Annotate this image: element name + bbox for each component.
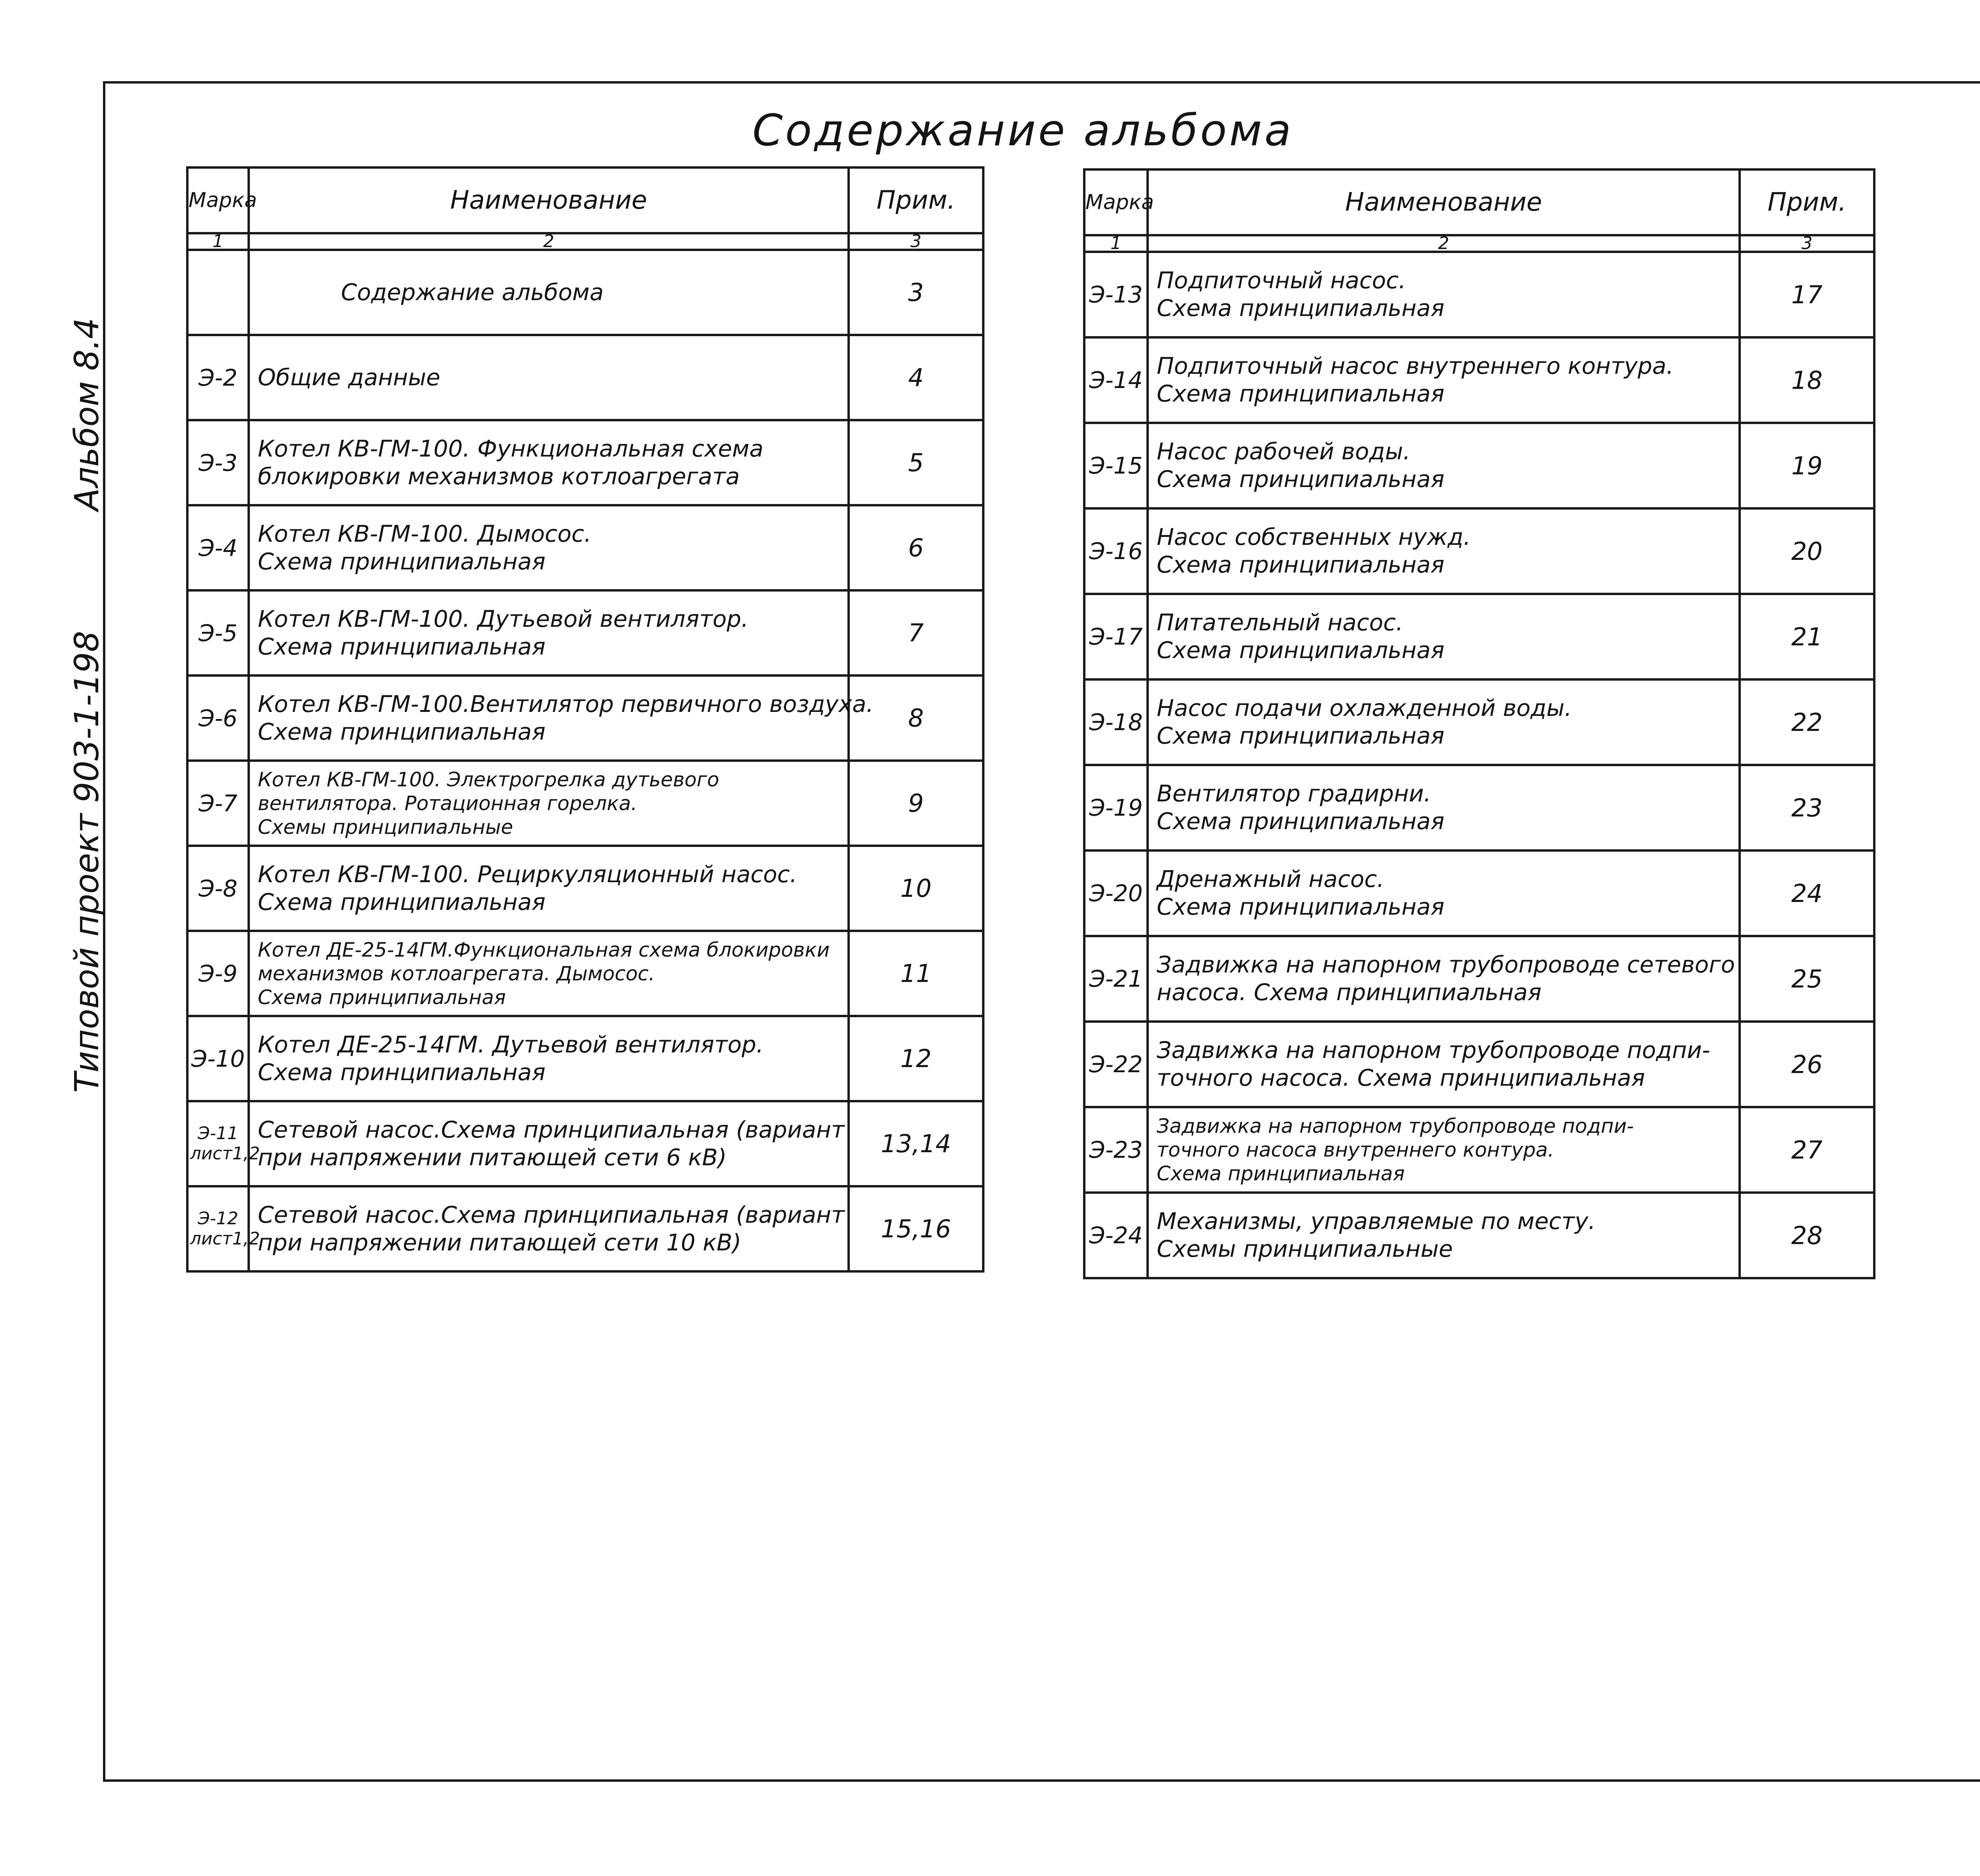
row-name [249, 590, 849, 675]
row-name [1148, 423, 1740, 508]
row-name-line: Схема принципиальная [1157, 551, 1445, 578]
row-mark: Э-14 [1084, 337, 1148, 423]
column-index-row [187, 233, 983, 250]
row-name [249, 1101, 849, 1186]
column-index-note: 3 [849, 233, 983, 250]
row-name [1148, 1193, 1740, 1278]
row-name-line: Схема принципиальная [258, 888, 546, 915]
row-name-line: Схема принципиальная [1157, 637, 1445, 664]
row-name [1148, 594, 1740, 679]
row-name-line: Схема принципиальная [1157, 380, 1445, 407]
contents-table-left [186, 166, 984, 1273]
row-name [1148, 936, 1740, 1022]
row-name-line: Питательный насос. [1157, 609, 1403, 636]
row-note: 28 [1740, 1193, 1874, 1278]
column-header-name: Наименование [1148, 169, 1740, 235]
row-name-line: точного насоса. Схема принципиальная [1157, 1064, 1645, 1091]
row-mark: Э-9 [187, 931, 249, 1016]
row-note: 22 [1740, 679, 1874, 765]
row-mark: Э-23 [1084, 1107, 1148, 1193]
row-name [249, 846, 849, 931]
row-name [249, 1186, 849, 1271]
table-row [1084, 1193, 1874, 1278]
row-name-line: Схема принципиальная [1157, 722, 1445, 749]
row-name [249, 335, 849, 420]
table-row [1084, 765, 1874, 850]
column-index-note: 3 [1740, 235, 1874, 252]
row-note: 24 [1740, 850, 1874, 936]
table-row [187, 931, 983, 1016]
row-name-line: насоса. Схема принципиальная [1157, 979, 1542, 1006]
row-name-line: Схемы принципиальные [258, 815, 513, 839]
row-note: 18 [1740, 337, 1874, 423]
table-row [187, 250, 983, 335]
row-name [249, 931, 849, 1016]
row-mark: Э-20 [1084, 850, 1148, 936]
row-mark: Э-19 [1084, 765, 1148, 850]
row-mark: Э-15 [1084, 423, 1148, 508]
row-name-line: Вентилятор градирни. [1157, 780, 1431, 807]
row-mark: Э-4 [187, 505, 249, 590]
row-name-line: блокировки механизмов котлоагрегата [258, 462, 740, 490]
row-note: 12 [849, 1016, 983, 1101]
row-name-line: Схема принципиальная [258, 718, 546, 745]
table-row [1084, 850, 1874, 936]
row-name [249, 505, 849, 590]
row-name-line: Котел КВ-ГМ-100. Дымосос. [258, 520, 592, 547]
row-mark: Э-13 [1084, 252, 1148, 337]
column-index-mark: 1 [187, 233, 249, 250]
row-name-line: Схема принципиальная [258, 633, 546, 660]
row-note: 6 [849, 505, 983, 590]
row-name [1148, 1022, 1740, 1107]
table-row [187, 420, 983, 505]
row-name-line: Насос подачи охлажденной воды. [1157, 694, 1572, 722]
row-name-line: Насос собственных нужд. [1157, 523, 1471, 551]
row-name-line: вентилятора. Ротационная горелка. [258, 791, 638, 815]
table-row [1084, 423, 1874, 508]
row-name-line: Содержание альбома [341, 278, 604, 306]
row-name-line: Подпиточный насос. [1157, 267, 1406, 294]
row-note: 26 [1740, 1022, 1874, 1107]
row-name [249, 250, 849, 335]
column-header-note: Прим. [1740, 169, 1874, 235]
column-header-note: Прим. [849, 167, 983, 233]
row-name [1148, 252, 1740, 337]
table-row [187, 1101, 983, 1186]
row-name-line: Задвижка на напорном трубопроводе сетевого [1157, 951, 1735, 978]
row-note: 21 [1740, 594, 1874, 679]
row-mark: Э-6 [187, 675, 249, 761]
row-name [249, 420, 849, 505]
table-row [187, 335, 983, 420]
row-mark: Э-16 [1084, 508, 1148, 594]
row-name-line: точного насоса внутреннего контура. [1157, 1138, 1554, 1161]
row-mark [187, 250, 249, 335]
table-row [1084, 508, 1874, 594]
column-index-row [1084, 235, 1874, 252]
row-name-line: Задвижка на напорном трубопроводе подпи- [1157, 1115, 1634, 1138]
table-row [1084, 337, 1874, 423]
row-note: 7 [849, 590, 983, 675]
row-note: 25 [1740, 936, 1874, 1022]
row-name-line: Сетевой насос.Схема принципиальная (вариант [258, 1201, 845, 1228]
row-note: 13,14 [849, 1101, 983, 1186]
row-name-line: Задвижка на напорном трубопроводе подпи- [1157, 1037, 1710, 1064]
row-name [1148, 337, 1740, 423]
row-mark: Э-21 [1084, 936, 1148, 1022]
table-row [187, 761, 983, 846]
left-table-body [187, 250, 983, 1271]
table-row [1084, 1107, 1874, 1193]
row-mark: Э-2 [187, 335, 249, 420]
row-name-line: Насос рабочей воды. [1157, 438, 1411, 465]
column-index-mark: 1 [1084, 235, 1148, 252]
row-note: 17 [1740, 252, 1874, 337]
row-name-line: Котел КВ-ГМ-100. Электрогрелка дутьевого [258, 768, 720, 791]
column-index-name: 2 [1148, 235, 1740, 252]
row-name [1148, 508, 1740, 594]
row-note: 4 [849, 335, 983, 420]
row-name-line: при напряжении питающей сети 6 кВ) [258, 1143, 727, 1171]
row-name-line: Схема принципиальная [1157, 466, 1445, 493]
row-name-line: при напряжении питающей сети 10 кВ) [258, 1229, 742, 1256]
row-note: 3 [849, 250, 983, 335]
row-mark: Э-22 [1084, 1022, 1148, 1107]
album-label: Альбом 8.4 [67, 318, 106, 511]
contents-table-right [1083, 168, 1875, 1279]
row-name-line: Котел КВ-ГМ-100.Вентилятор первичного воздуха. [258, 690, 874, 717]
row-note: 5 [849, 420, 983, 505]
row-name-line: Схема принципиальная [258, 986, 506, 1009]
row-mark: Э-17 [1084, 594, 1148, 679]
row-mark: Э-8 [187, 846, 249, 931]
row-mark: Э-3 [187, 420, 249, 505]
column-header-mark: Марка [1084, 169, 1148, 235]
row-note: 27 [1740, 1107, 1874, 1193]
row-name-line: Сетевой насос.Схема принципиальная (вариант [258, 1116, 845, 1143]
table-row [1084, 1022, 1874, 1107]
row-name-line: Дренажный насос. [1157, 866, 1384, 893]
right-table-body [1084, 252, 1874, 1278]
row-note: 10 [849, 846, 983, 931]
table-row [187, 1016, 983, 1101]
table-row [187, 505, 983, 590]
row-name-line: Подпиточный насос внутреннего контура. [1157, 352, 1674, 380]
table-row [187, 846, 983, 931]
row-name-line: Котел ДЕ-25-14ГМ.Функциональная схема блокировки [258, 938, 830, 961]
row-name [1148, 1107, 1740, 1193]
row-name [1148, 679, 1740, 765]
row-mark: Э-10 [187, 1016, 249, 1101]
row-note: 20 [1740, 508, 1874, 594]
row-note: 9 [849, 761, 983, 846]
row-mark: Э-7 [187, 761, 249, 846]
row-mark: Э-12 лист1,2 [187, 1186, 249, 1271]
table-row [187, 1186, 983, 1271]
row-name-line: Схема принципиальная [1157, 1162, 1405, 1185]
row-name-line: Общие данные [258, 363, 440, 391]
project-label: Типовой проект 903-1-198 [67, 631, 106, 1093]
column-header-mark: Марка [187, 167, 249, 233]
row-name [249, 675, 874, 761]
row-name-line: Котел КВ-ГМ-100. Функциональная схема [258, 435, 763, 462]
row-note: 8 [849, 675, 983, 761]
row-note: 19 [1740, 423, 1874, 508]
table-row [1084, 679, 1874, 765]
row-name-line: Схемы принципиальные [1157, 1235, 1453, 1262]
row-note: 15,16 [849, 1186, 983, 1271]
row-name-line: Схема принципиальная [258, 1058, 546, 1086]
row-name-line: Схема принципиальная [1157, 893, 1445, 920]
row-mark: Э-11 лист1,2 [187, 1101, 249, 1186]
row-name [1148, 850, 1740, 936]
table-row [1084, 252, 1874, 337]
row-mark: Э-5 [187, 590, 249, 675]
row-name [249, 761, 849, 846]
header-row [187, 167, 983, 233]
row-name-line: механизмов котлоагрегата. Дымосос. [258, 962, 655, 985]
table-row [1084, 936, 1874, 1022]
header-row [1084, 169, 1874, 235]
column-header-name: Наименование [249, 167, 849, 233]
row-name-line: Схема принципиальная [1157, 295, 1445, 322]
row-note: 23 [1740, 765, 1874, 850]
row-name-line: Схема принципиальная [1157, 808, 1445, 835]
page-title: Содержание альбома [752, 105, 1294, 156]
row-mark: Э-24 [1084, 1193, 1148, 1278]
row-name-line: Механизмы, управляемые по месту. [1157, 1208, 1596, 1235]
row-name [249, 1016, 849, 1101]
table-row [1084, 594, 1874, 679]
row-note: 11 [849, 931, 983, 1016]
row-mark: Э-18 [1084, 679, 1148, 765]
column-index-name: 2 [249, 233, 849, 250]
row-name-line: Котел КВ-ГМ-100. Дутьевой вентилятор. [258, 605, 749, 632]
row-name [1148, 765, 1740, 850]
row-name-line: Схема принципиальная [258, 548, 546, 575]
row-name-line: Котел КВ-ГМ-100. Рециркуляционный насос. [258, 860, 797, 888]
table-row [187, 590, 983, 675]
table-row [187, 675, 983, 761]
row-name-line: Котел ДЕ-25-14ГМ. Дутьевой вентилятор. [258, 1031, 764, 1058]
